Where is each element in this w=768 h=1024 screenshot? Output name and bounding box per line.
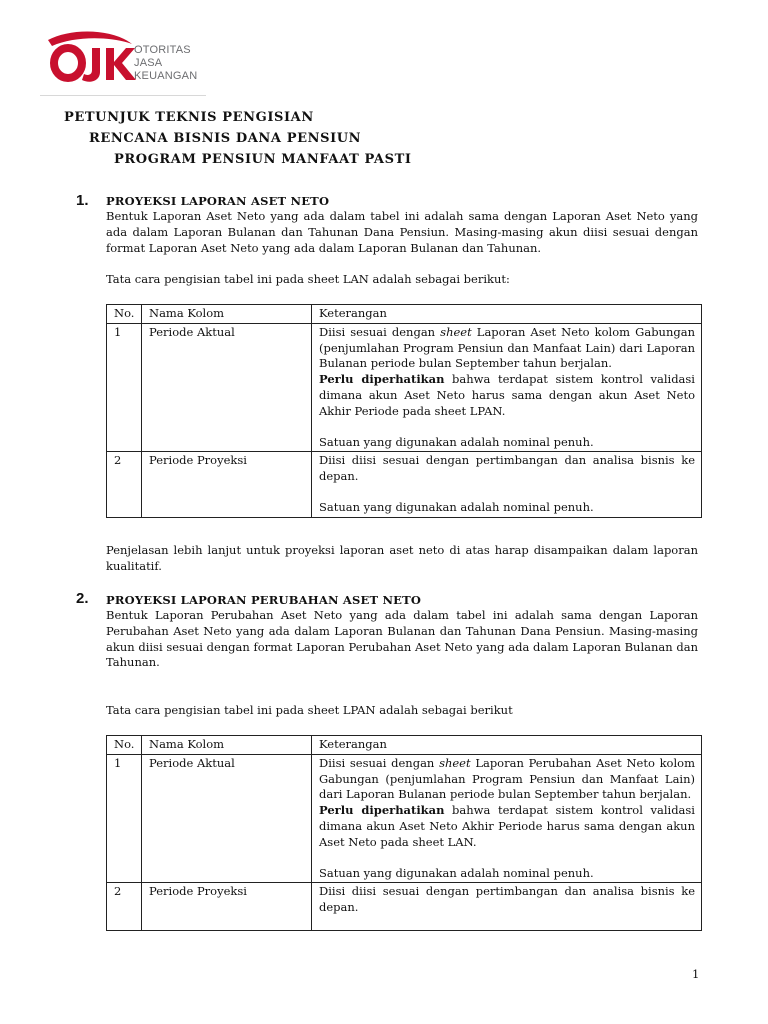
table-row [107, 754, 702, 883]
header-keterangan: Keterangan [312, 305, 702, 324]
doc-title-line-1: PETUNJUK TEKNIS PENGISIAN [64, 110, 314, 125]
table-header-row [107, 305, 702, 324]
header-divider [40, 95, 206, 96]
keterangan-bold: Perlu diperhatikan [319, 372, 445, 387]
keterangan-text: Laporan Aset Neto kolom Gabungan (penjumlahan Program Pensiun dan Manfaat Lain) dari Laporan Bulanan periode bulan September tahun berjalan. [319, 324, 695, 371]
section-2-heading: PROYEKSI LAPORAN PERUBAHAN ASET NETO [106, 593, 422, 607]
keterangan-text: Laporan Perubahan Aset Neto kolom Gabungan (penjumlahan Program Pensiun dan Manfaat Lain) dari Laporan Bulanan periode bulan September tahun berjalan. [319, 755, 695, 802]
cell-nama-kolom: Periode Proyeksi [142, 452, 312, 517]
keterangan-satuan: Satuan yang digunakan adalah nominal penuh. [319, 865, 594, 880]
cell-no: 1 [107, 754, 142, 883]
keterangan-italic: sheet [439, 755, 471, 770]
section-2-table [106, 735, 702, 931]
cell-keterangan [312, 754, 702, 883]
section-2-number: 2. [76, 590, 89, 607]
cell-keterangan [312, 883, 702, 931]
table-row [107, 452, 702, 517]
cell-nama-kolom: Periode Aktual [142, 323, 312, 452]
logo-line-3: KEUANGAN [134, 70, 198, 82]
table-row [107, 883, 702, 931]
keterangan-text: Diisi sesuai dengan [319, 324, 441, 339]
section-1-tata-cara: Tata cara pengisian tabel ini pada sheet LAN adalah sebagai berikut: [106, 272, 510, 286]
doc-title-line-3: PROGRAM PENSIUN MANFAAT PASTI [114, 152, 412, 167]
logo-wordmark [134, 44, 197, 83]
page-number: 1 [692, 967, 700, 981]
section-1-heading: PROYEKSI LAPORAN ASET NETO [106, 194, 330, 208]
cell-nama-kolom: Periode Aktual [142, 754, 312, 883]
header-no: No. [107, 305, 142, 324]
cell-keterangan [312, 323, 702, 452]
keterangan-bold: Perlu diperhatikan [319, 803, 445, 818]
cell-no: 1 [107, 323, 142, 452]
cell-no: 2 [107, 452, 142, 517]
header-nama-kolom: Nama Kolom [142, 305, 312, 324]
keterangan-text: bahwa terdapat sistem kontrol validasi dimana akun Aset Neto harus sama dengan akun Aset Neto Akhir Periode pada sheet LPAN. [319, 372, 695, 418]
table-row [107, 323, 702, 452]
keterangan-text: Diisi sesuai dengan [319, 755, 440, 770]
section-2-tata-cara: Tata cara pengisian tabel ini pada sheet LPAN adalah sebagai berikut [106, 703, 513, 717]
section-2-intro: Bentuk Laporan Perubahan Aset Neto yang ada dalam tabel ini adalah sama dengan Laporan Perubahan Aset Neto yang ada dalam Laporan Bulanan dan Tahunan Dana Pensiun. Masing-masing akun diisi sesuai dengan format Laporan Perubahan Aset Neto yang ada dalam Laporan Bulanan dan Tahunan. [106, 608, 698, 670]
section-1-table [106, 304, 702, 518]
keterangan-satuan: Satuan yang digunakan adalah nominal penuh. [319, 499, 594, 514]
header-nama-kolom: Nama Kolom [142, 736, 312, 755]
section-1-intro: Bentuk Laporan Aset Neto yang ada dalam tabel ini adalah sama dengan Laporan Aset Neto yang ada dalam Laporan Bulanan dan Tahunan Dana Pensiun. Masing-masing akun diisi sesuai dengan format Laporan Aset Neto yang ada dalam Laporan Bulanan dan Tahunan. [106, 209, 698, 255]
keterangan-satuan: Satuan yang digunakan adalah nominal penuh. [319, 434, 594, 449]
keterangan-text: Diisi diisi sesuai dengan pertimbangan dan analisa bisnis ke depan. [319, 884, 695, 915]
section-1-number: 1. [76, 192, 89, 209]
header-keterangan: Keterangan [312, 736, 702, 755]
doc-title-line-2: RENCANA BISNIS DANA PENSIUN [89, 131, 362, 146]
cell-keterangan [312, 452, 702, 517]
logo-line-2: JASA [134, 57, 163, 69]
keterangan-italic: sheet [440, 324, 472, 339]
keterangan-text: Diisi diisi sesuai dengan pertimbangan dan analisa bisnis ke depan. [319, 453, 695, 484]
cell-nama-kolom: Periode Proyeksi [142, 883, 312, 931]
keterangan-text: bahwa terdapat sistem kontrol validasi dimana akun Aset Neto Akhir Periode harus sama dengan akun Aset Neto pada sheet LAN. [319, 803, 695, 849]
logo-line-1: OTORITAS [134, 44, 191, 56]
section-1-penjelasan: Penjelasan lebih lanjut untuk proyeksi laporan aset neto di atas harap disampaikan dalam laporan kualitatif. [106, 543, 698, 573]
header-no: No. [107, 736, 142, 755]
cell-no: 2 [107, 883, 142, 931]
table-header-row [107, 736, 702, 755]
